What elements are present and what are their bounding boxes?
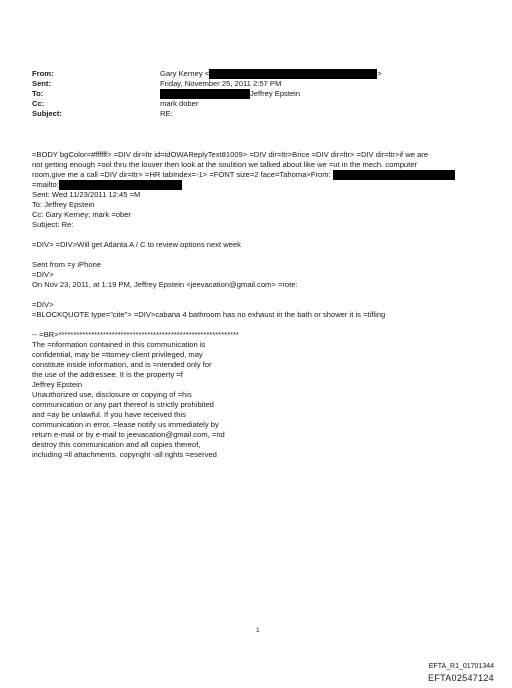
redaction-box <box>209 69 377 79</box>
body-line <box>32 170 492 180</box>
on-date-line: On Nov 23, 2011, at 1:19 PM, Jeffrey Epstein <jeevacation@gmail.com> =rote: <box>32 280 298 289</box>
disclaimer-line: destroy this communication and all copies thereof, <box>32 440 201 449</box>
disclaimer-line: Unauthorized use, disclosure or copying of =his <box>32 390 192 399</box>
cc-value: mark dober <box>160 99 199 108</box>
atlanta-line: =DIV> =DIV>Will get Atlanta A / C to review options next week <box>32 240 241 249</box>
orig-sent: Sent: Wed 11/23/2011 12:45 =M <box>32 190 141 199</box>
disclaimer-line: and =ay be unlawful. If you have received this <box>32 410 186 419</box>
from-name: Gary Kerney < <box>160 69 210 78</box>
footer-code-large: EFTA02547124 <box>428 673 494 683</box>
redaction-box <box>59 180 182 190</box>
from-row <box>32 69 492 79</box>
from-value <box>160 69 382 79</box>
redaction-box <box>160 89 250 99</box>
div-line: =DIV> <box>32 300 54 309</box>
redaction-box <box>333 170 455 180</box>
disclaimer-line: communication or any part thereof is strictly prohibited <box>32 400 214 409</box>
disclaimer-line: constitute inside information, and is =ntended only for <box>32 360 212 369</box>
orig-to: To: Jeffrey Epstein <box>32 200 95 209</box>
div-line: =DIV> <box>32 270 54 279</box>
page-number: 1 <box>256 627 260 634</box>
cc-label: Cc: <box>32 99 45 108</box>
disclaimer-line: return e-mail or by e-mail to jeevacation@gmail.com, =nd <box>32 430 225 439</box>
to-row <box>32 89 492 99</box>
subject-row <box>32 109 492 119</box>
disclaimer-line: including =ll attachments. copyright -all rights =eserved <box>32 450 217 459</box>
email-body <box>32 150 492 460</box>
orig-cc: Cc: Gary Kerney; mark =ober <box>32 210 131 219</box>
disclaimer-line: The =nformation contained in this communication is <box>32 340 206 349</box>
blockquote-line: =BLOCKQUOTE type="cite"> =DIV>cabana 4 bathroom has no exhaust in the bath or shower it is =tifling <box>32 310 386 319</box>
disclaimer-line: confidential, may be =ttorney-client privileged, may <box>32 350 203 359</box>
footer-code: EFTA_R1_01701344 <box>428 663 494 670</box>
from-label: From: <box>32 69 54 78</box>
mailto-text: =mailto: <box>32 180 59 189</box>
subject-value: RE: <box>160 109 173 118</box>
disclaimer-line: Jeffrey Epstein <box>32 380 83 389</box>
subject-label: Subject: <box>32 109 62 118</box>
sent-row <box>32 79 492 89</box>
body-line: not getting enough =ool thru the louver then look at the soulition we talked about like we =ut in the mech. computer <box>32 160 417 169</box>
from-suffix: > <box>377 69 382 78</box>
body-line: =BODY bgColor=#ffffff> =DIV dir=ltr id=idOWAReplyText81009> =DIV dir=ltr>Brice =DIV dir=ltr> =DIV dir=ltr>if we are <box>32 150 429 159</box>
disclaimer-line: the use of the addressee. It is the property =f <box>32 370 183 379</box>
cc-row <box>32 99 492 109</box>
body-line-text: room,give me a call =DIV dir=ltr> =HR tabIndex=-1> =FONT size=2 face=Tahoma>From: <box>32 170 331 179</box>
to-value <box>160 89 300 99</box>
to-label: To: <box>32 89 44 98</box>
sent-label: Sent: <box>32 79 51 88</box>
mailto-line <box>32 180 492 190</box>
orig-subject: Subject: Re: <box>32 220 74 229</box>
disclaimer-line: communication in error, =lease notify us immediately by <box>32 420 219 429</box>
to-name: Jeffrey Epstein <box>250 89 301 98</box>
sent-from-line: Sent from =y iPhone <box>32 260 102 269</box>
sent-value: Friday, November 25, 2011 2:57 PM <box>160 79 282 88</box>
email-header <box>32 69 492 119</box>
separator-line: -- =BR>************************************************************* <box>32 330 239 339</box>
